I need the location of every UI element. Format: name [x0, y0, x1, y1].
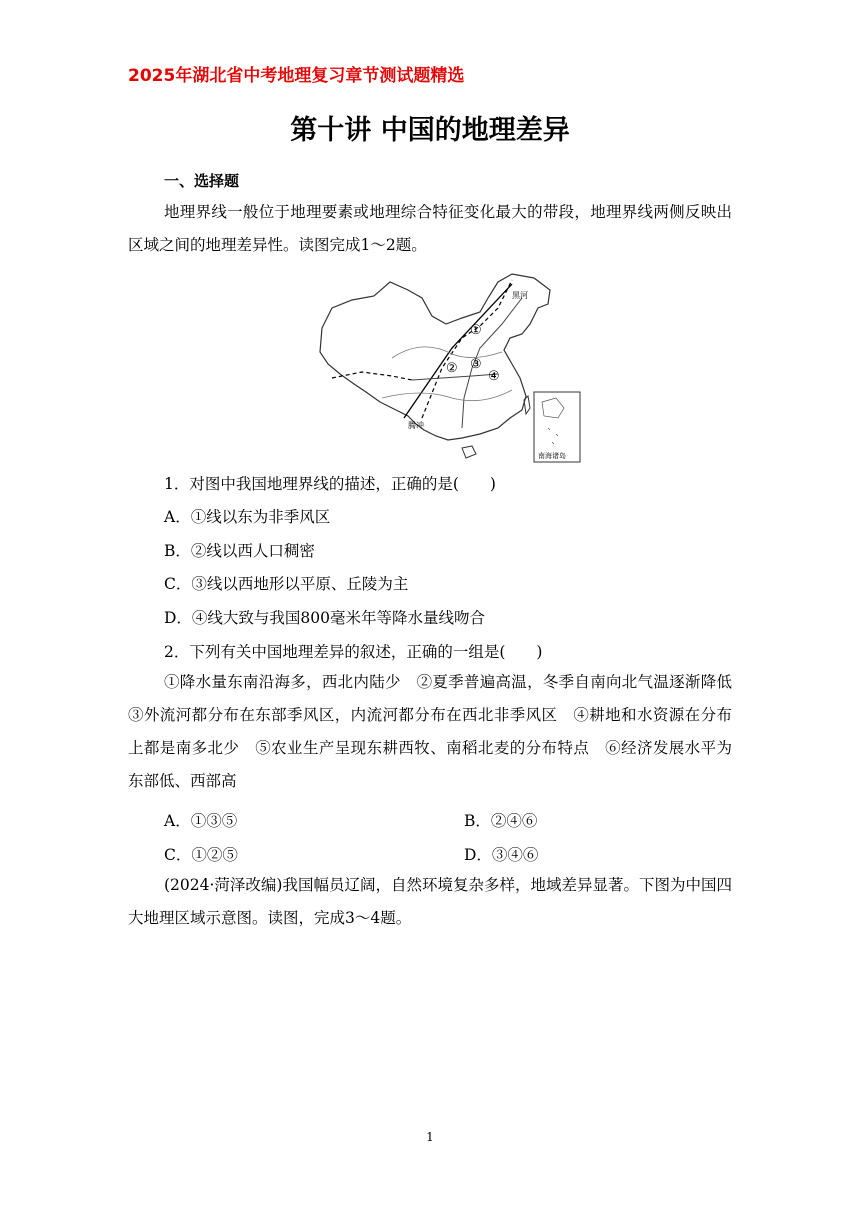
intro-paragraph-2: (2024·菏泽改编)我国幅员辽阔，自然环境复杂多样，地域差异显著。下图为中国四大地理区域示意图。读图，完成3～4题。: [128, 876, 732, 927]
question-1-stem: 1．对图中我国地理界线的描述，正确的是( ): [164, 475, 496, 493]
label-south-china-sea: 南海诸岛: [538, 452, 566, 460]
yangtze-river: [382, 390, 512, 401]
marker-3: ③: [470, 357, 482, 372]
boundary-line-west: [332, 372, 412, 380]
q2-option-b: B．②④⑥: [464, 812, 538, 830]
intro-paragraph: 地理界线一般位于地理要素或地理综合特征变化最大的带段，地理界线两侧反映出区域之间的地理差异性。读图完成1～2题。: [128, 203, 732, 254]
question-2-body: ①降水量东南沿海多，西北内陆少 ②夏季普遍高温，冬季自南向北气温逐渐降低 ③外流河都分布在东部季风区，内流河都分布在西北非季风区 ④耕地和水资源在分布上都是南多北少 ⑤农业生产呈现东耕西牧、南稻北麦的分布特点 ⑥经济发展水平为东部低、西部高: [128, 673, 748, 790]
label-heihe: 黑河: [512, 291, 528, 300]
taiwan-island: [524, 396, 530, 414]
q1-option-b: B．②线以西人口稠密: [164, 542, 315, 560]
q2-option-a: A．①③⑤: [164, 812, 238, 830]
q2-option-c: C．①②⑤: [164, 846, 238, 864]
marker-4: ④: [488, 369, 500, 384]
question-2-stem: 2．下列有关中国地理差异的叙述，正确的一组是( ): [164, 643, 543, 661]
document-header: 2025年湖北省中考地理复习章节测试题精选: [128, 66, 465, 86]
boundary-line-2: [404, 284, 512, 418]
boundary-line-1: [422, 280, 512, 418]
china-boundary-map: [312, 268, 584, 466]
page-title: 第十讲 中国的地理差异: [290, 115, 570, 146]
page-number: 1: [426, 1130, 434, 1144]
marker-1: ①: [470, 323, 482, 338]
section-heading: 一、选择题: [164, 172, 240, 190]
q2-option-d: D．③④⑥: [464, 846, 539, 864]
label-tengchong: 腾冲: [408, 421, 424, 430]
q1-option-d: D．④线大致与我国800毫米年等降水量线吻合: [164, 609, 486, 627]
q1-option-c: C．③线以西地形以平原、丘陵为主: [164, 575, 409, 593]
hainan-island: [462, 446, 476, 458]
marker-2: ②: [446, 361, 458, 376]
q1-option-a: A．①线以东为非季风区: [164, 508, 331, 526]
